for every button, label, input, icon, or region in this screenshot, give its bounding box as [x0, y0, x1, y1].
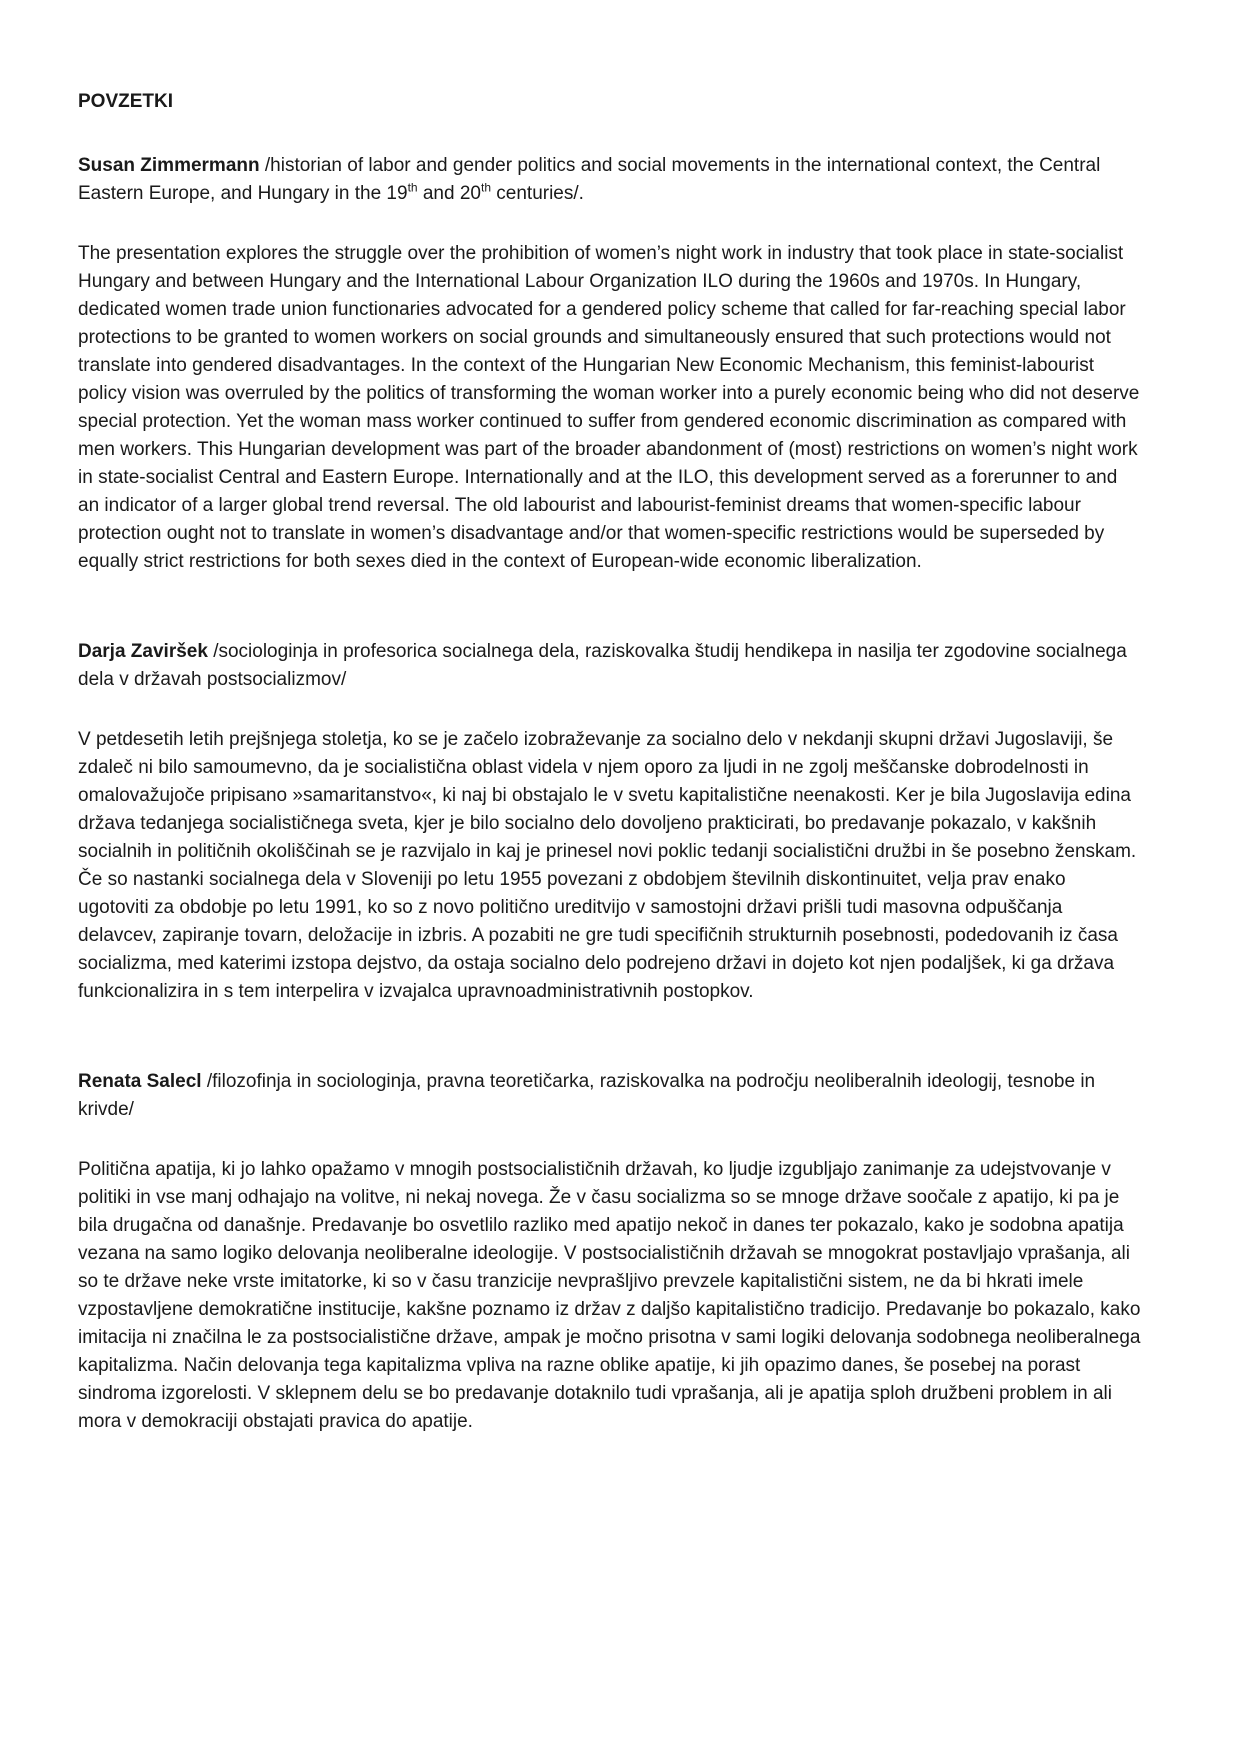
page-title: POVZETKI	[78, 91, 174, 112]
speaker-bio-text: and 20	[417, 183, 481, 204]
abstract-paragraph-zimmermann: The presentation explores the struggle over the prohibition of women’s night work in industry that took place in state-socialist Hungary and between Hungary and the International Labour Organization ILO during the 1960s and 1970s. In Hungary, dedicated women trade union functionaries advocated for a gendered policy scheme that called for far-reaching special labor protections to be granted to women workers on social grounds and simultaneously ensured that such protections would not translate into gendered disadvantages. In the context of the Hungarian New Economic Mechanism, this feminist-labourist policy vision was overruled by the politics of transforming the woman worker into a purely economic being who did not deserve special protection. Yet the woman mass worker continued to suffer from gendered economic discrimination as compared with men workers. This Hungarian development was part of the broader abandonment of (most) restrictions on women’s night work in state-socialist Central and Eastern Europe. Internationally and at the ILO, this development served as a forerunner to and an indicator of a larger global trend reversal. The old labourist and labourist-feminist dreams that women-specific labour protection ought not to translate in women’s disadvantage and/or that women-specific restrictions would be superseded by equally strict restrictions for both sexes died in the context of European-wide economic liberalization.	[78, 243, 1140, 572]
speaker-heading-salecl	[78, 1068, 1141, 1124]
speaker-name: Darja Zaviršek	[78, 641, 208, 662]
speaker-name: Susan Zimmermann	[78, 155, 260, 176]
speaker-name: Renata Salecl	[78, 1071, 202, 1092]
speaker-bio-text: /historian of labor and gender politics and social movements in the international context, the Central Eastern Europe, and Hungary in the 19	[78, 155, 1101, 204]
abstract-paragraph-zavirsek: V petdesetih letih prejšnjega stoletja, ko se je začelo izobraževanje za socialno delo v nekdanji skupni državi Jugoslaviji, še zdaleč ni bilo samoumevno, da je socialistična oblast videla v njem oporo za ljudi in ne zgolj meščanske dobrodelnosti in omalovažujoče pripisano »samaritanstvo«, ki naj bi obstajalo le v svetu kapitalistične neenakosti. Ker je bila Jugoslavija edina država tedanjega socialističnega sveta, kjer je bilo socialno delo dovoljeno prakticirati, bo predavanje pokazalo, v kakšnih socialnih in političnih okoliščinah se je razvijalo in kaj je prinesel novi poklic tedanji socialistični družbi in še posebno ženskam. Če so nastanki socialnega dela v Sloveniji po letu 1955 povezani z obdobjem številnih diskontinuitet, velja prav enako ugotoviti za obdobje po letu 1991, ko so z novo politično ureditvijo v samostojni državi prišli tudi masovna odpuščanja delavcev, zapiranje tovarn, deložacije in izbris. A pozabiti ne gre tudi specifičnih strukturnih posebnosti, podedovanih iz časa socializma, med katerimi izstopa dejstvo, da ostaja socialno delo podrejeno državi in dojeto kot njen podaljšek, ki ga država funkcionalizira in s tem interpelira v izvajalca upravnoadministrativnih postopkov.	[78, 729, 1137, 1002]
speaker-bio-text: /filozofinja in sociologinja, pravna teoretičarka, raziskovalka na področju neoliberalnih ideologij, tesnobe in krivde/	[78, 1071, 1096, 1120]
abstract-paragraph-salecl: Politična apatija, ki jo lahko opažamo v mnogih postsocialističnih državah, ko ljudje izgubljajo zanimanje za udejstvovanje v politiki in vse manj odhajajo na volitve, ni nekaj novega. Že v času socializma so se mnoge države soočale z apatijo, ki pa je bila drugačna od današnje. Predavanje bo osvetlilo razliko med apatijo nekoč in danes ter pokazalo, kako je sodobna apatija vezana na samo logiko delovanja neoliberalne ideologije. V postsocialističnih državah se mnogokrat postavljajo vprašanja, ali so te države neke vrste imitatorke, ki so v času tranzicije nevprašljivo prevzele kapitalistični sistem, ne da bi hkrati imele vzpostavljene demokratične institucije, kakšne poznamo iz držav z daljšo kapitalistično tradicijo. Predavanje bo pokazalo, kako imitacija ni značilna le za postsocialistične države, ampak je močno prisotna v sami logiki delovanja sodobnega neoliberalnega kapitalizma. Način delovanja tega kapitalizma vpliva na razne oblike apatije, ki jih opazimo danes, še posebej na porast sindroma izgorelosti. V sklepnem delu se bo predavanje dotaknilo tudi vprašanja, ali je apatija sploh družbeni problem in ali mora v demokraciji obstajati pravica do apatije.	[78, 1159, 1141, 1432]
speaker-bio-text: /sociologinja in profesorica socialnega dela, raziskovalka študij hendikepa in nasilja ter zgodovine socialnega dela v državah postsocializmov/	[78, 641, 1127, 690]
speaker-bio-text: centuries/.	[491, 183, 584, 204]
speaker-heading-zimmermann	[78, 152, 1141, 208]
speaker-heading-zavirsek	[78, 638, 1141, 694]
superscript-th: th	[407, 180, 418, 195]
superscript-th: th	[480, 180, 491, 195]
